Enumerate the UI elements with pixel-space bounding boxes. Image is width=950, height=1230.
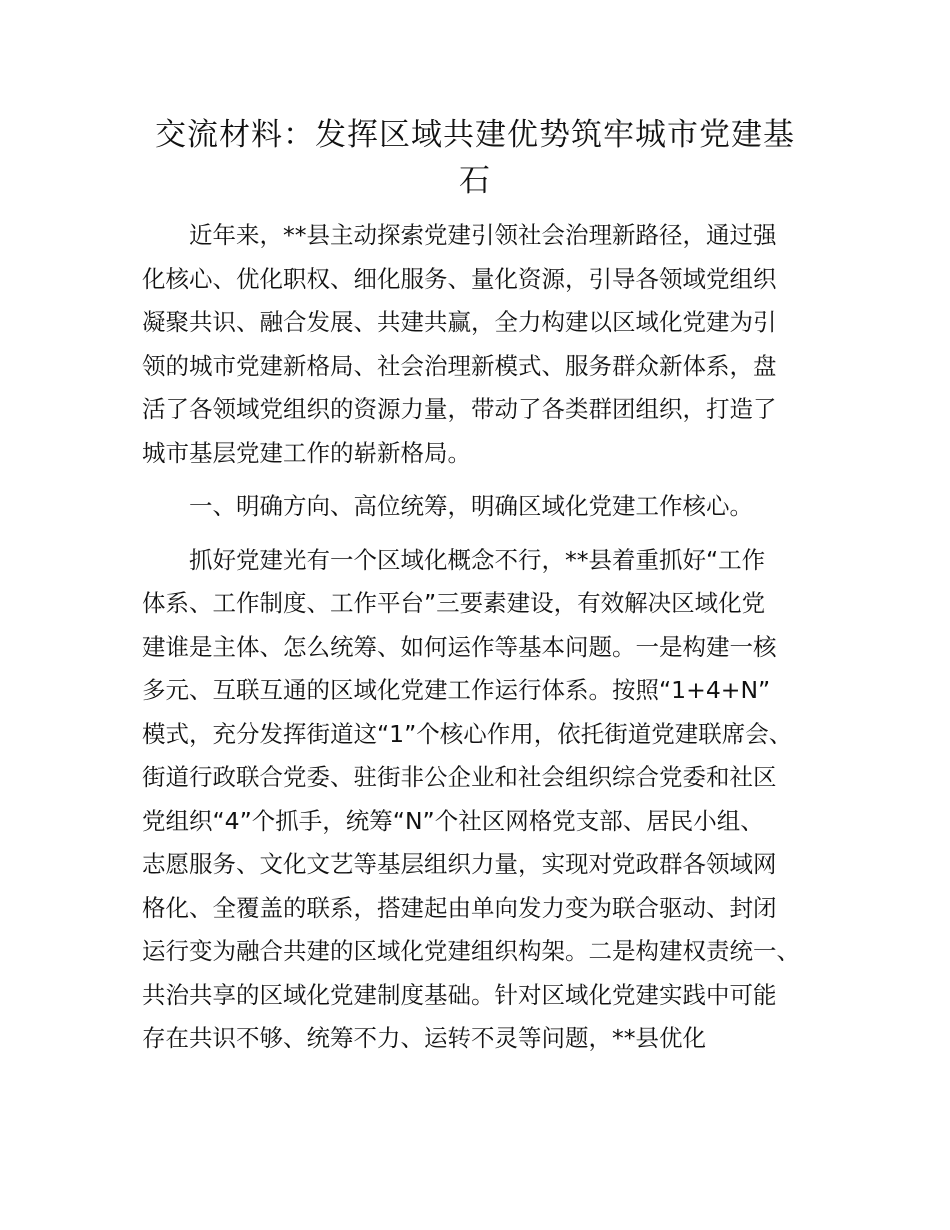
title-line: 石	[459, 163, 491, 199]
text-line: 多元、互联互通的区域化党建工作运行体系。按照“1+4+N”	[142, 676, 771, 704]
text-line: 近年来，**县主动探索党建引领社会治理新路径，通过强	[189, 221, 777, 249]
title-line: 交流材料：发挥区域共建优势筑牢城市党建基	[155, 117, 795, 153]
text-line: 格化、全覆盖的联系，搭建起由单向发力变为联合驱动、封闭	[142, 893, 777, 922]
text-line: 一、明确方向、高位统筹，明确区域化党建工作核心。	[189, 492, 753, 520]
text-line: 活了各领域党组织的资源力量，带动了各类群团组织，打造了	[142, 395, 777, 423]
section-heading	[142, 485, 832, 529]
text-line: 抓好党建光有一个区域化概念不行，**县着重抓好“工作	[189, 545, 766, 574]
text-line: 建谁是主体、怎么统筹、如何运作等基本问题。一是构建一核	[142, 632, 777, 661]
text-line: 共治共享的区域化党建制度基础。针对区域化党建实践中可能	[142, 980, 777, 1009]
text-line: 城市基层党建工作的崭新格局。	[142, 438, 471, 467]
text-line: 运行变为融合共建的区域化党建组织构架。二是构建权责统一、	[142, 937, 800, 965]
paragraph-section-one	[142, 539, 832, 1061]
text-line: 体系、工作制度、工作平台”三要素建设，有效解决区域化党	[142, 589, 766, 617]
text-line: 领的城市党建新格局、社会治理新模式、服务群众新体系，盘	[142, 351, 777, 380]
text-line: 街道行政联合党委、驻街非公企业和社会组织综合党委和社区	[142, 763, 777, 791]
document-body	[142, 214, 832, 1061]
text-line: 凝聚共识、融合发展、共建共赢，全力构建以区域化党建为引	[142, 308, 777, 336]
document-title	[120, 112, 830, 204]
text-line: 志愿服务、文化文艺等基层组织力量，实现对党政群各领域网	[142, 850, 777, 878]
paragraph-intro	[142, 214, 832, 475]
text-line: 存在共识不够、统筹不力、运转不灵等问题，**县优化	[142, 1024, 706, 1052]
text-line: 化核心、优化职权、细化服务、量化资源，引导各领域党组织	[142, 264, 777, 293]
text-line: 模式，充分发挥街道这“1”个核心作用，依托街道党建联席会、	[142, 719, 793, 748]
text-line: 党组织“4”个抓手，统筹“N”个社区网格党支部、居民小组、	[142, 806, 764, 835]
